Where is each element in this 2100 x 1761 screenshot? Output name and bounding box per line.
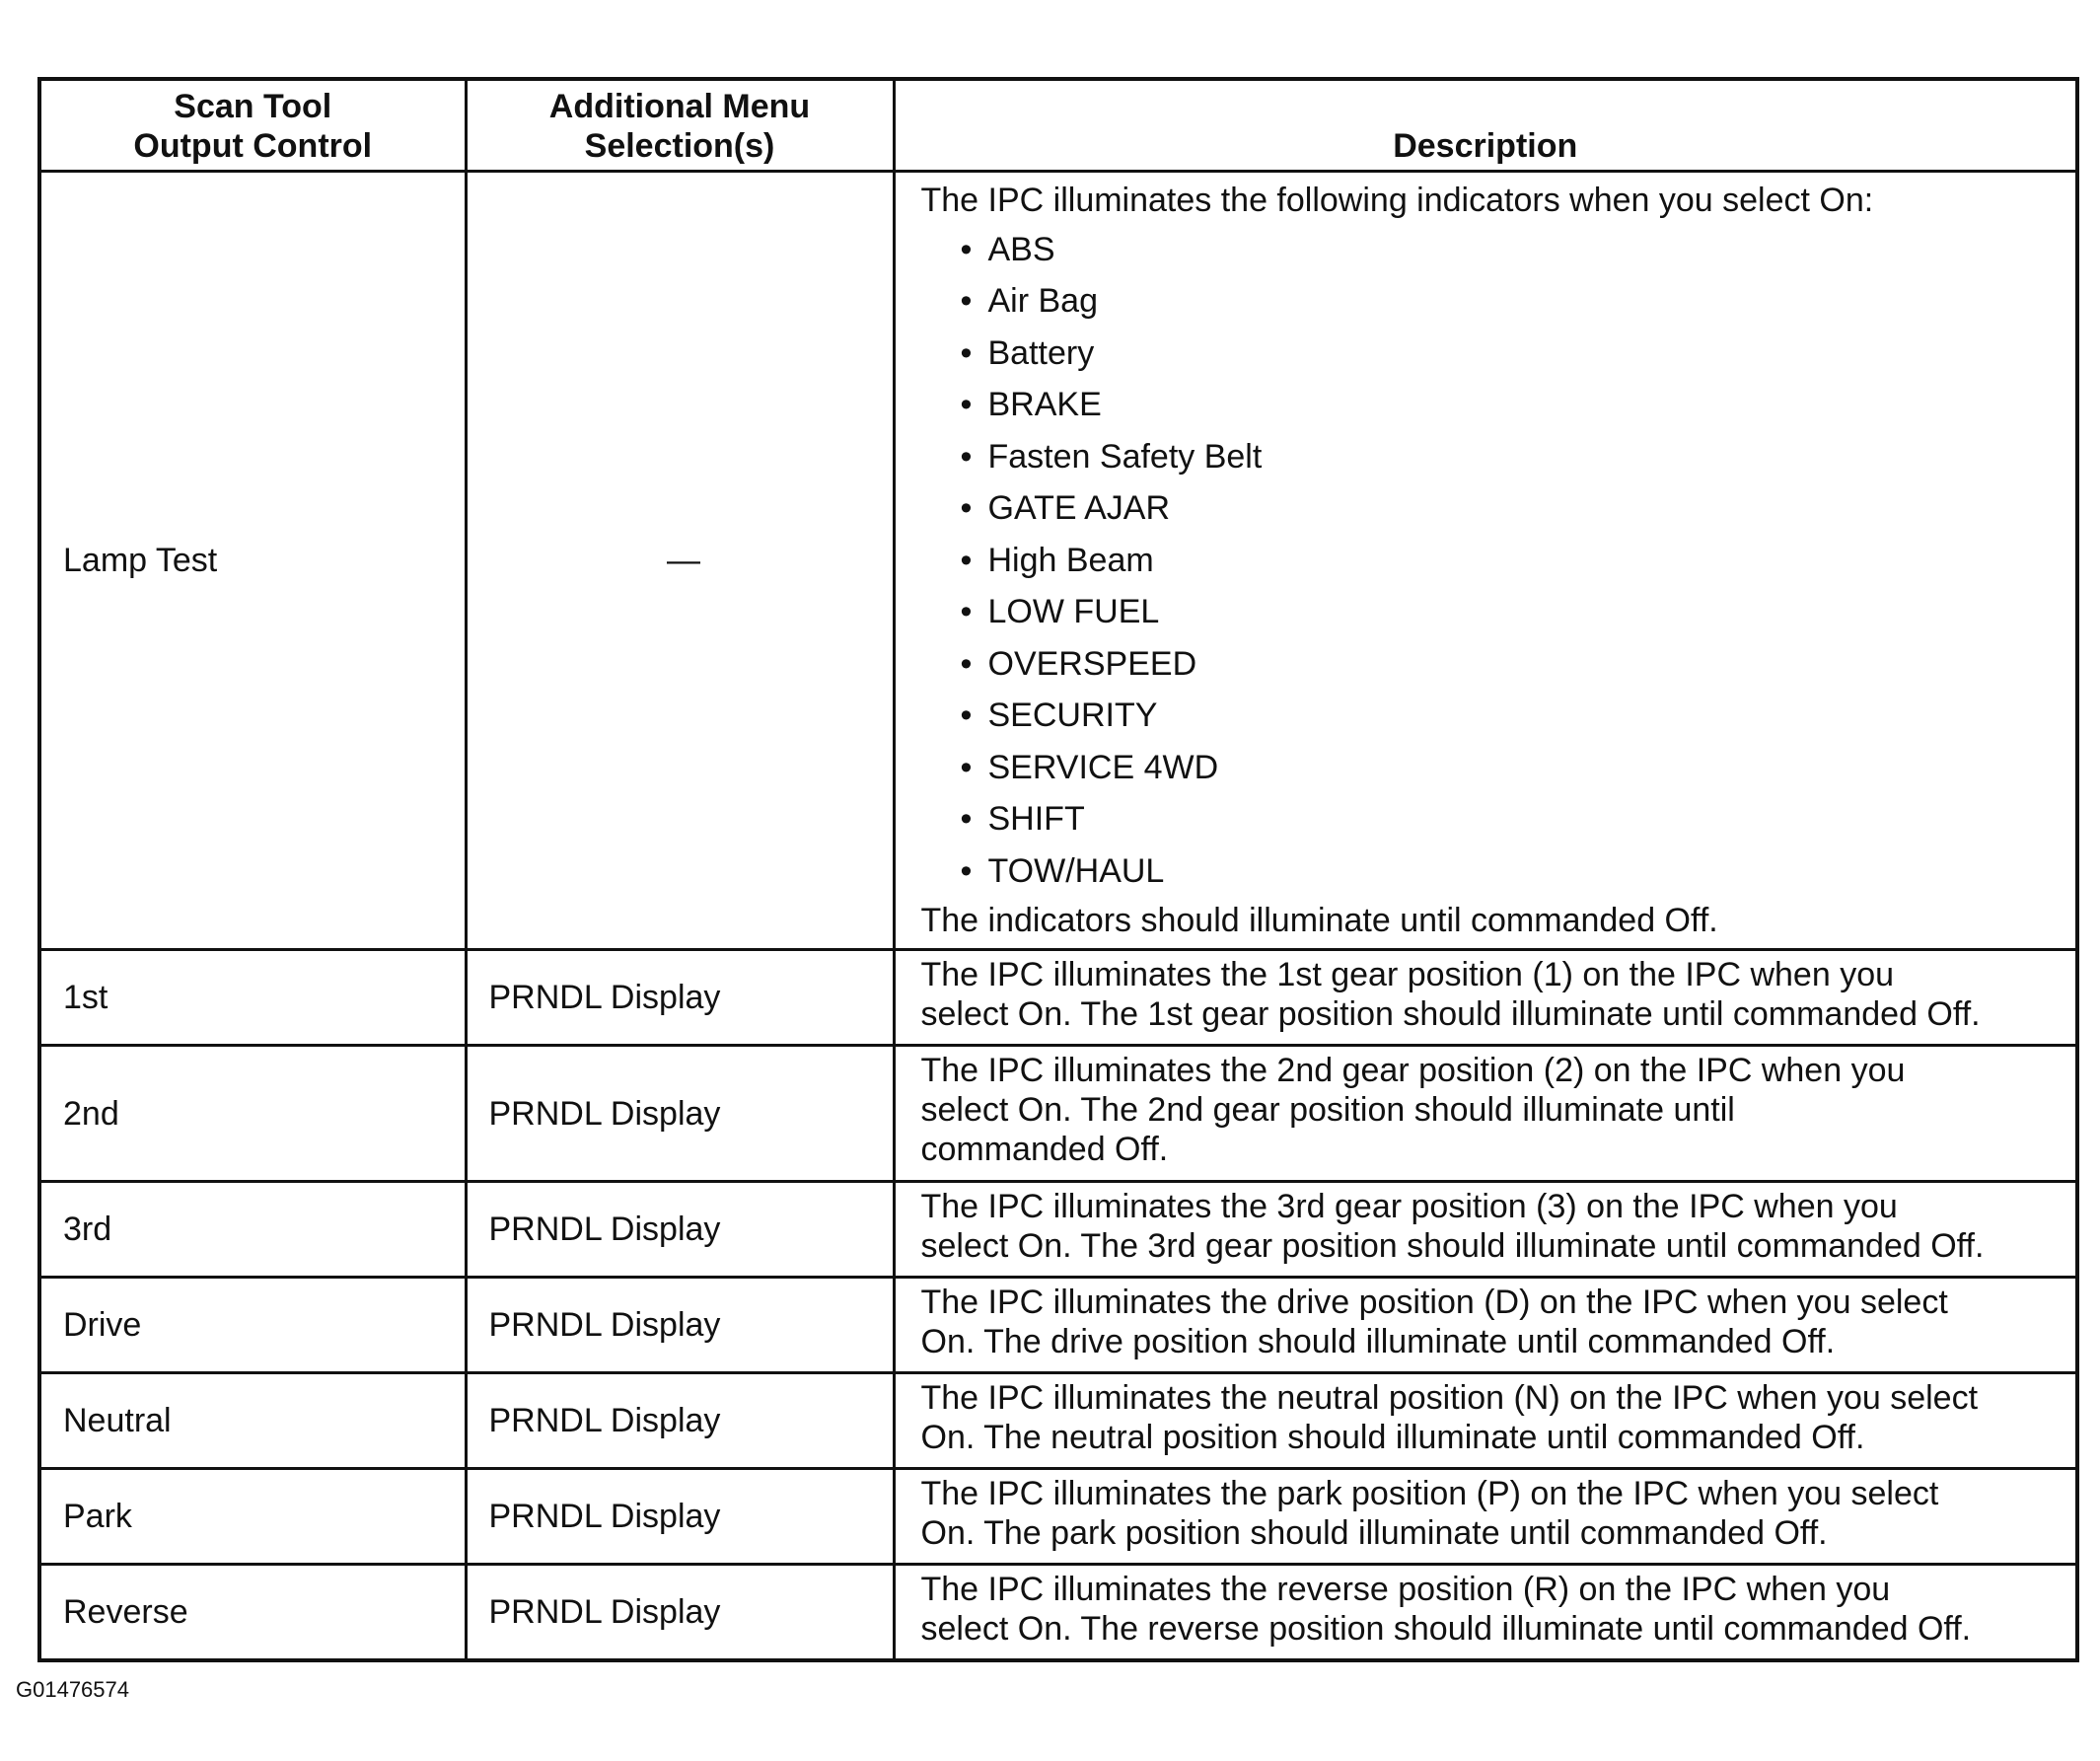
description-line: On. The drive position should illuminate until commanded Off. xyxy=(920,1323,1836,1360)
list-item xyxy=(961,586,2066,638)
list-item xyxy=(961,535,2066,587)
header-row xyxy=(39,79,2077,171)
indicator-label: LOW FUEL xyxy=(987,593,1160,630)
header-description xyxy=(894,79,2077,171)
header-line: Output Control xyxy=(133,126,373,165)
indicator-label: TOW/HAUL xyxy=(987,851,1165,890)
table-row xyxy=(39,950,2077,1046)
table-row xyxy=(39,1565,2077,1660)
cell-description xyxy=(894,1182,2077,1278)
cell-description xyxy=(894,1046,2077,1182)
list-item xyxy=(961,742,2066,794)
description-line: select On. The 2nd gear position should illuminate until xyxy=(920,1091,1735,1129)
indicator-label: SHIFT xyxy=(987,800,1085,838)
list-item xyxy=(961,482,2066,535)
output-control-table xyxy=(37,77,2079,1662)
cell-menu-selection: PRNDL Display xyxy=(466,1373,894,1469)
description-line: On. The park position should illuminate until commanded Off. xyxy=(920,1514,1828,1552)
bullet-icon: • xyxy=(960,800,973,838)
cell-description xyxy=(894,950,2077,1046)
cell-output-control: Reverse xyxy=(39,1565,466,1660)
indicator-label: Air Bag xyxy=(987,282,1098,320)
bullet-icon: • xyxy=(960,851,973,890)
lamp-test-intro: The IPC illuminates the following indicators when you select On: xyxy=(920,181,1874,219)
figure-id-label: G01476574 xyxy=(16,1677,129,1702)
lamp-test-outro: The indicators should illuminate until commanded Off. xyxy=(920,902,1718,939)
description-line: On. The neutral position should illuminate until commanded Off. xyxy=(920,1419,1865,1456)
indicator-label: SECURITY xyxy=(987,697,1158,734)
list-item xyxy=(961,224,2066,276)
table-row xyxy=(39,1469,2077,1565)
table-row-lamp-test xyxy=(39,171,2077,950)
header-line: Scan Tool xyxy=(174,87,332,125)
indicator-label: BRAKE xyxy=(987,386,1102,423)
list-item xyxy=(961,431,2066,483)
cell-menu-selection: — xyxy=(466,171,894,950)
header-line: Additional Menu xyxy=(548,87,811,125)
cell-output-control: Lamp Test xyxy=(39,171,466,950)
bullet-icon: • xyxy=(960,541,973,579)
cell-output-control: Neutral xyxy=(39,1373,466,1469)
cell-description xyxy=(894,1565,2077,1660)
indicator-label: High Beam xyxy=(987,541,1154,579)
description-line: The IPC illuminates the 3rd gear position (3) on the IPC when you xyxy=(920,1188,1898,1225)
cell-output-control: Park xyxy=(39,1469,466,1565)
cell-menu-selection: PRNDL Display xyxy=(466,1469,894,1565)
cell-menu-selection: PRNDL Display xyxy=(466,1182,894,1278)
cell-menu-selection: PRNDL Display xyxy=(466,950,894,1046)
list-item xyxy=(961,845,2066,898)
header-line: Selection(s) xyxy=(584,126,775,165)
list-item xyxy=(961,690,2066,742)
list-item xyxy=(961,379,2066,431)
list-item xyxy=(961,275,2066,328)
description-line: The IPC illuminates the reverse position (R) on the IPC when you xyxy=(920,1571,1891,1608)
cell-description xyxy=(894,1469,2077,1565)
cell-output-control: 2nd xyxy=(39,1046,466,1182)
bullet-icon: • xyxy=(960,593,973,630)
table-row xyxy=(39,1278,2077,1373)
list-item xyxy=(961,328,2066,380)
description-line: The IPC illuminates the 1st gear position (1) on the IPC when you xyxy=(920,956,1895,993)
indicator-label: SERVICE 4WD xyxy=(987,748,1219,786)
indicator-label: Fasten Safety Belt xyxy=(987,437,1263,476)
bullet-icon: • xyxy=(960,386,973,423)
description-line: The IPC illuminates the neutral position (N) on the IPC when you select xyxy=(920,1379,1979,1417)
table-row xyxy=(39,1373,2077,1469)
cell-description xyxy=(894,1278,2077,1373)
bullet-icon: • xyxy=(960,282,973,320)
indicator-label: OVERSPEED xyxy=(987,644,1197,683)
bullet-icon: • xyxy=(960,697,973,734)
indicator-label: GATE AJAR xyxy=(987,489,1171,527)
header-output-control xyxy=(39,79,466,171)
cell-description xyxy=(894,171,2077,950)
description-line: The IPC illuminates the drive position (D) on the IPC when you select xyxy=(920,1284,1948,1321)
header-line: Description xyxy=(1393,126,1578,165)
table-row xyxy=(39,1046,2077,1182)
description-line: commanded Off. xyxy=(920,1131,1169,1168)
cell-output-control: Drive xyxy=(39,1278,466,1373)
description-line: select On. The reverse position should illuminate until commanded Off. xyxy=(920,1610,1972,1648)
description-line: The IPC illuminates the 2nd gear position (2) on the IPC when you xyxy=(920,1052,1906,1089)
bullet-icon: • xyxy=(960,644,973,683)
cell-menu-selection: PRNDL Display xyxy=(466,1278,894,1373)
bullet-icon: • xyxy=(960,437,973,476)
cell-description xyxy=(894,1373,2077,1469)
bullet-icon: • xyxy=(960,333,973,372)
cell-output-control: 3rd xyxy=(39,1182,466,1278)
bullet-icon: • xyxy=(960,489,973,527)
indicator-label: ABS xyxy=(987,230,1055,268)
list-item xyxy=(961,793,2066,845)
indicator-label: Battery xyxy=(987,333,1095,372)
table-row xyxy=(39,1182,2077,1278)
description-line: select On. The 3rd gear position should illuminate until commanded Off. xyxy=(920,1227,1985,1265)
list-item xyxy=(961,638,2066,691)
description-line: The IPC illuminates the park position (P) on the IPC when you select xyxy=(920,1475,1939,1512)
cell-menu-selection: PRNDL Display xyxy=(466,1565,894,1660)
header-menu-selection xyxy=(466,79,894,171)
cell-output-control: 1st xyxy=(39,950,466,1046)
bullet-icon: • xyxy=(960,748,973,786)
indicator-list xyxy=(921,224,2066,898)
description-line: select On. The 1st gear position should illuminate until commanded Off. xyxy=(920,995,1981,1033)
bullet-icon: • xyxy=(960,230,973,268)
cell-menu-selection: PRNDL Display xyxy=(466,1046,894,1182)
